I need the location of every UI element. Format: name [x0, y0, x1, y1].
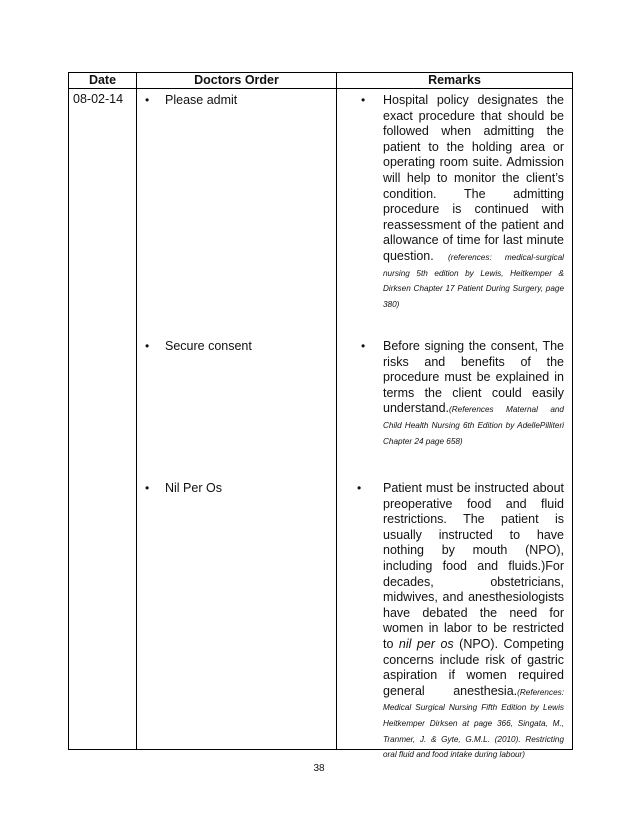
doctors-orders-table	[68, 72, 573, 760]
header-date: Date	[69, 73, 137, 89]
remark-reference: (References Maternal and Child Health Nursing 6th Edition by AdellePilliteri Chapter 24 page 658)	[383, 405, 564, 446]
remark-text	[383, 93, 564, 311]
order-label: Nil Per Os	[165, 481, 222, 495]
bullet-icon: •	[361, 93, 366, 107]
order-item	[145, 481, 222, 496]
header-doctors-order: Doctors Order	[137, 73, 337, 89]
order-label: Please admit	[165, 93, 238, 107]
remark-reference: (references: medical-surgical nursing 5th edition by Lewis, Heitkemper & Dirksen Chapter 17 Patient During Surgery, page 380)	[383, 252, 564, 309]
remark-body: Hospital policy designates the exact procedure that should be followed when admitting the patient to the holding area or operating room suite. Admission will help to monitor the client’s condition. The admitting procedure is continued with reassessment of the patient and allowance of time for last minute question.	[383, 93, 564, 263]
remark-body: Before signing the consent, The risks and benefits of the procedure must be explained in terms the client could easily understand.	[383, 339, 564, 416]
order-label: Secure consent	[165, 339, 252, 353]
orders-cell	[137, 89, 337, 750]
bullet-icon: •	[357, 481, 362, 495]
table-row	[69, 89, 573, 750]
remark-item	[343, 339, 564, 448]
bullet-icon: •	[145, 93, 150, 107]
remark-item	[343, 481, 564, 762]
page-number: 38	[313, 763, 325, 774]
remark-reference: (References: Medical Surgical Nursing Fifth Edition by Lewis Heitkemper Dirksen at page 366, Singata, M., Tranmer, J. & Gyte, G.M.L. (2010). Restricting oral fluid and food intake during labour)	[383, 687, 564, 760]
order-item	[145, 93, 237, 108]
header-remarks: Remarks	[337, 73, 573, 89]
order-item	[145, 339, 252, 354]
bullet-icon: •	[145, 339, 150, 353]
bullet-icon: •	[145, 481, 150, 495]
remark-body-end: (NPO). Competing concerns include risk of gastric aspiration if women required general anesthesia.	[383, 636, 564, 698]
remark-italic: nil per os	[398, 636, 454, 651]
table-header-row	[69, 73, 573, 89]
remark-text	[383, 481, 564, 762]
remark-text	[383, 339, 564, 448]
remark-body: Patient must be instructed about preoperative food and fluid restrictions. The patient is usually instructed to have nothing by mouth (NPO), including food and fluids.)For decades, obstetricians, midwives, and anesthesiologists have debated the need for women in labor to be restricted to	[383, 481, 564, 651]
remark-item	[343, 93, 564, 311]
date-cell: 08-02-14	[69, 89, 137, 750]
bullet-icon: •	[361, 339, 366, 353]
remarks-cell	[337, 89, 573, 760]
